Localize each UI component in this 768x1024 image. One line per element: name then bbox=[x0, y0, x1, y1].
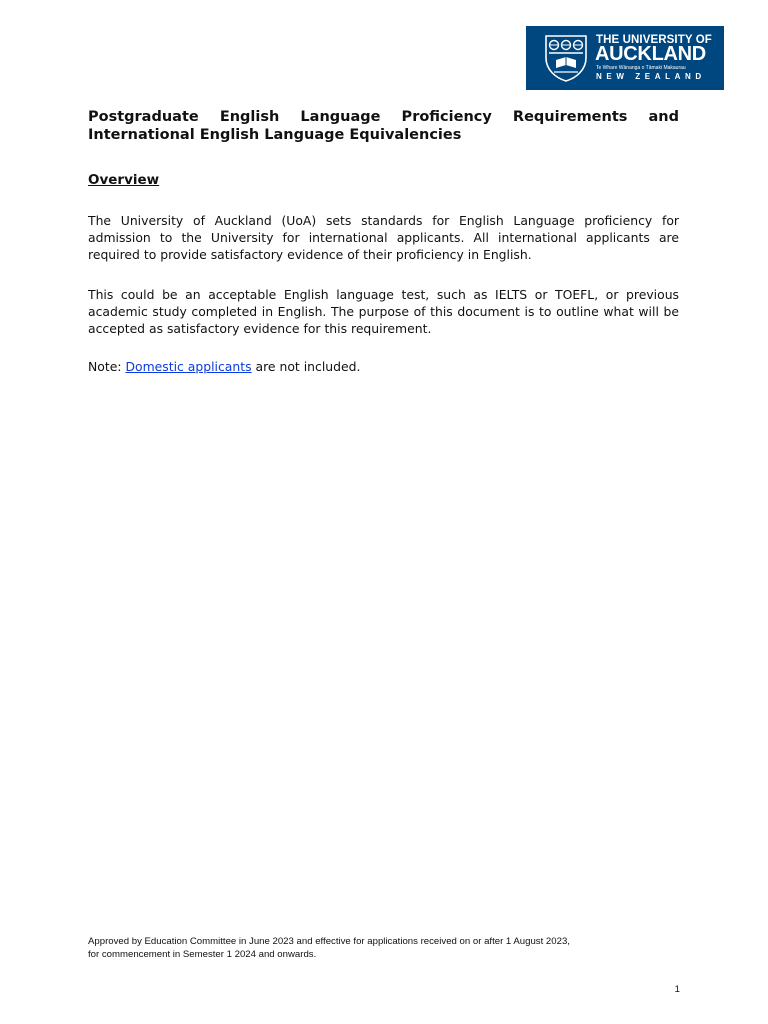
logo-line-2: AUCKLAND bbox=[595, 43, 706, 65]
logo-line-4: NEW ZEALAND bbox=[596, 72, 706, 81]
logo-line-3: Te Whare Wānanga o Tāmaki Makaurau bbox=[596, 65, 686, 71]
approval-line-1: Approved by Education Committee in June 2023 and effective for applications received on or after 1 August 2023, bbox=[88, 936, 570, 947]
note-paragraph bbox=[88, 358, 679, 375]
document-title bbox=[88, 108, 679, 144]
page-number: 1 bbox=[674, 984, 680, 995]
document-title-line-2: International English Language Equivalencies bbox=[88, 127, 462, 143]
university-crest-icon bbox=[544, 34, 588, 82]
logo-line-1: THE UNIVERSITY OF bbox=[596, 34, 712, 46]
domestic-applicants-link[interactable]: Domestic applicants bbox=[125, 359, 252, 374]
approval-line-2: for commencement in Semester 1 2024 and onwards. bbox=[88, 949, 317, 960]
paragraph-1: The University of Auckland (UoA) sets standards for English Language proficiency for admission to the University for international applicants. All international applicants are required to provide satisfactory evidence of their proficiency in English. bbox=[88, 213, 679, 262]
note-suffix: are not included. bbox=[251, 359, 361, 374]
note-prefix: Note: bbox=[88, 359, 126, 374]
approval-footnote bbox=[88, 935, 679, 961]
document-title-line-1: Postgraduate English Language Proficiency Requirements and bbox=[88, 109, 679, 125]
section-heading-overview: Overview bbox=[88, 172, 160, 188]
university-logo bbox=[526, 26, 724, 90]
paragraph-2: This could be an acceptable English language test, such as IELTS or TOEFL, or previous academic study completed in English. The purpose of this document is to outline what will be accepted as satisfactory evidence for this requirement. bbox=[88, 287, 679, 336]
